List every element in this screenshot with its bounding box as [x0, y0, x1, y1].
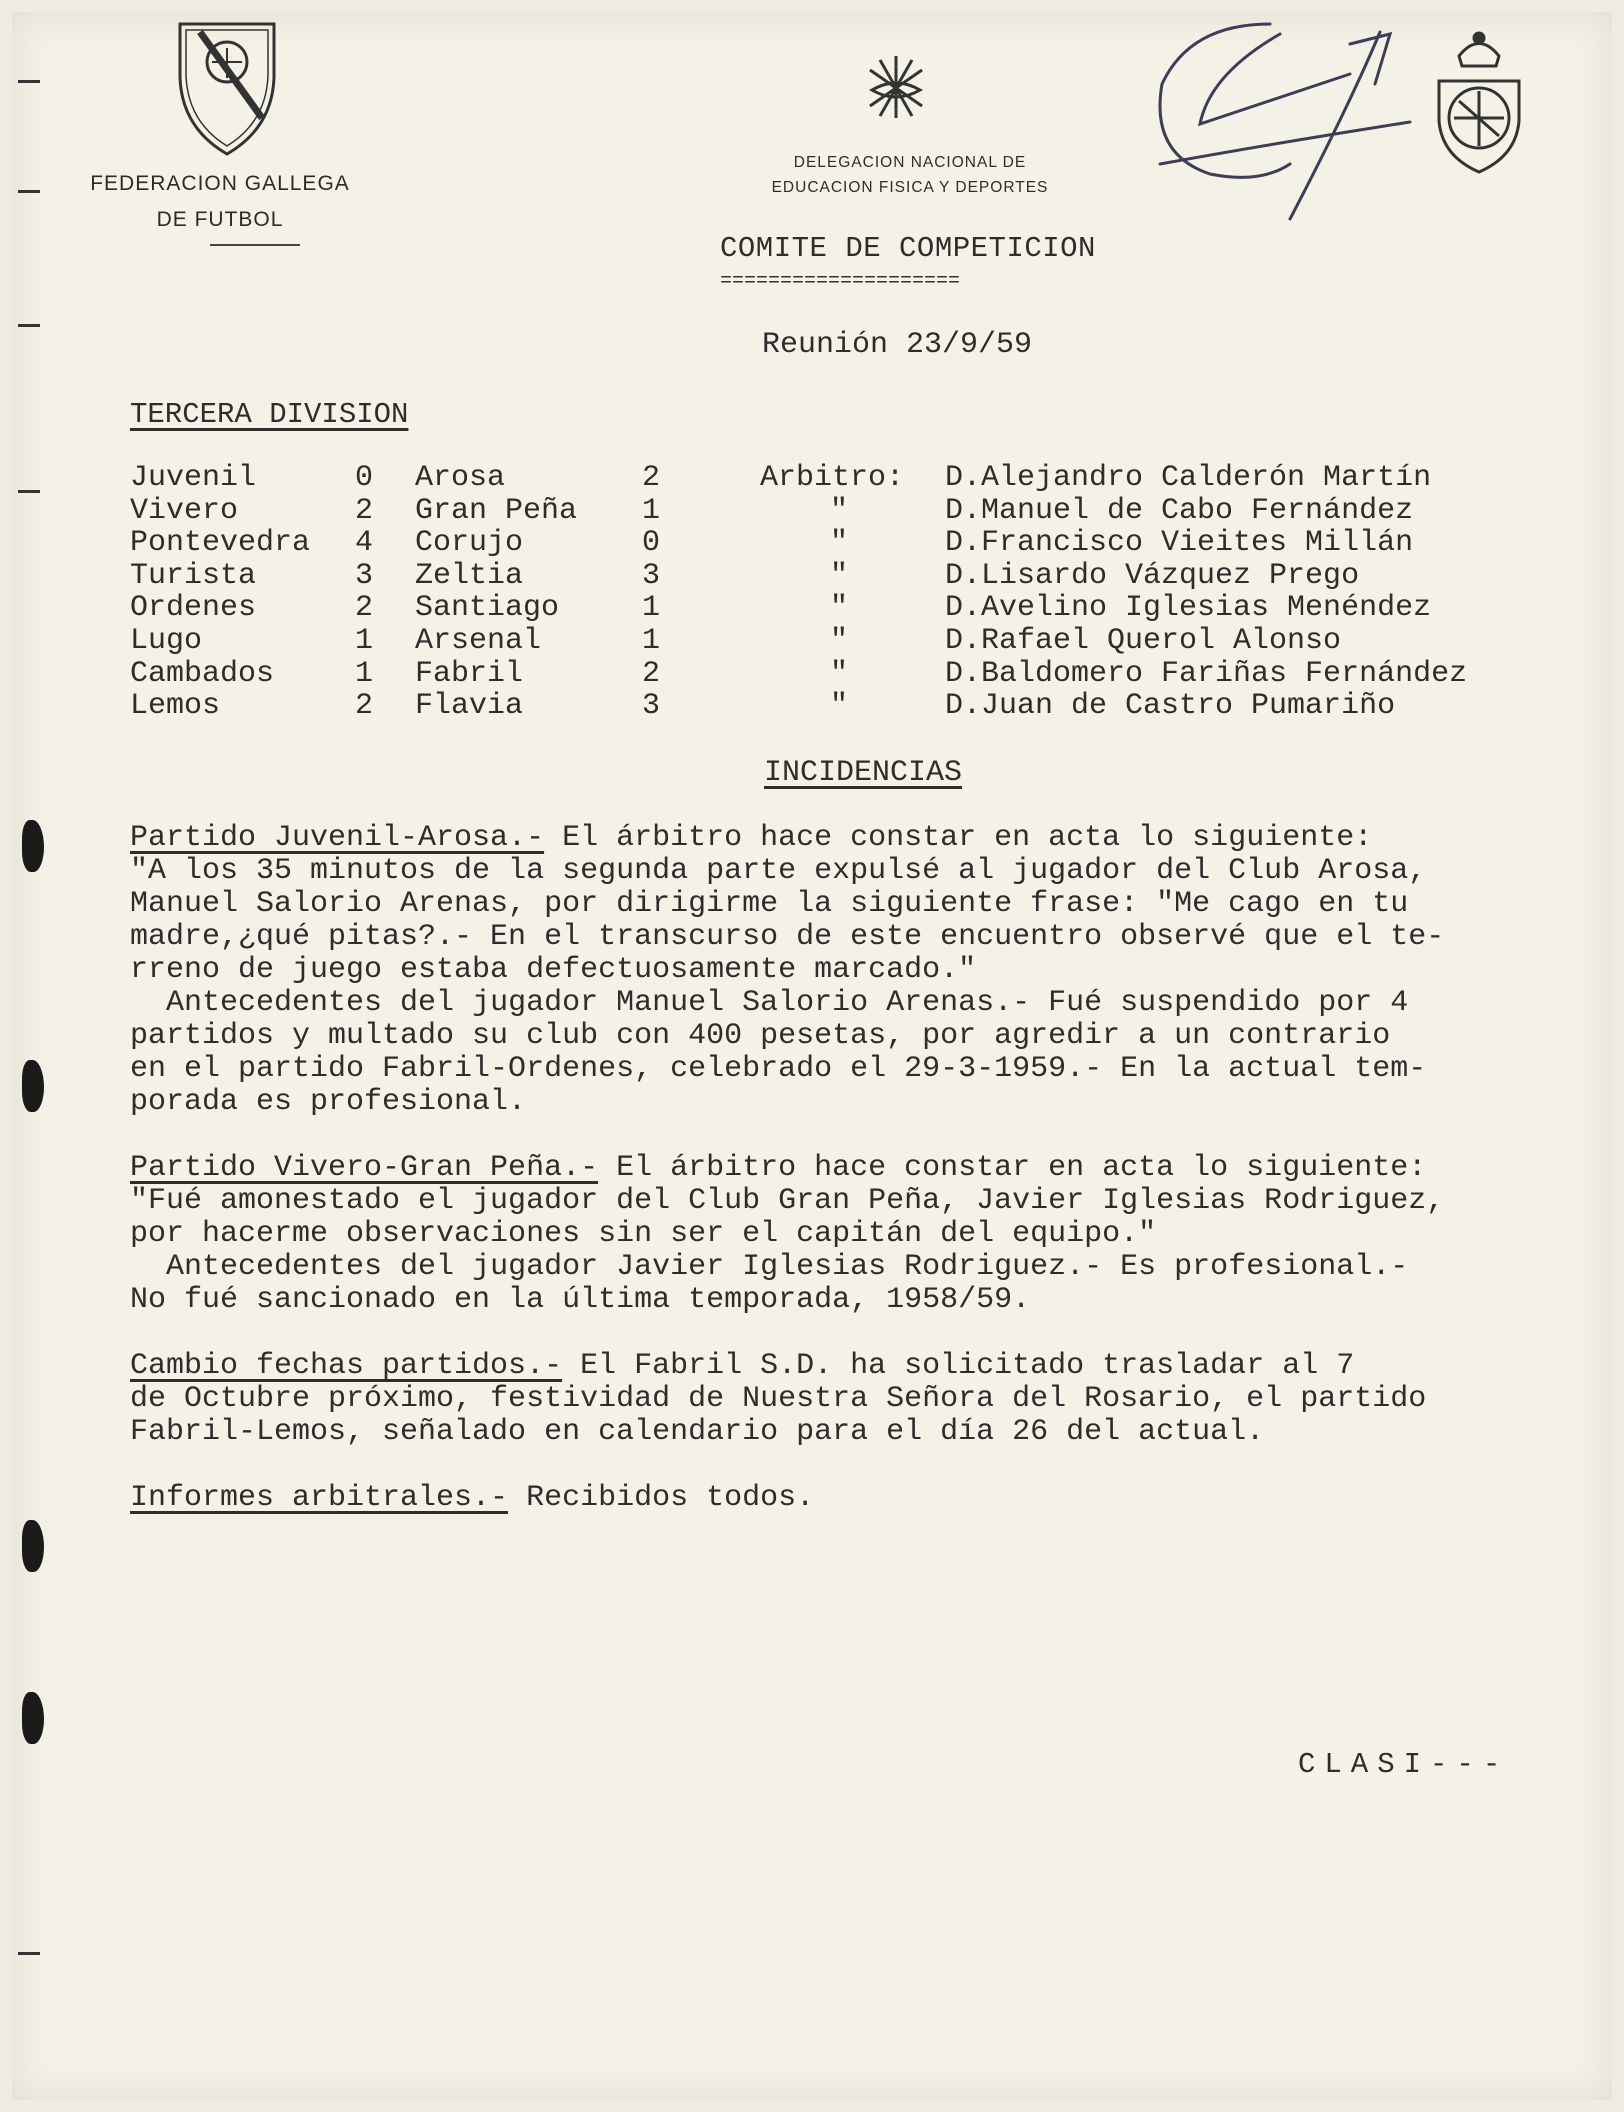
committee-heading-rule: ==================== [720, 270, 961, 293]
text-line: de Octubre próximo, festividad de Nuestra Señora del Rosario, el partido [130, 1382, 1427, 1416]
home-score: 4 [355, 526, 374, 561]
away-score: 3 [642, 558, 661, 593]
home-team: Cambados [130, 656, 275, 691]
incident-heading: Partido Juvenil-Arosa.- [130, 821, 545, 855]
incident-juvenil-arosa [130, 822, 1600, 1119]
away-team: Santiago [415, 591, 560, 626]
incident-heading: Cambio fechas partidos.- [130, 1349, 563, 1383]
referee-name: D.Baldomero Fariñas Fernández [945, 656, 1468, 691]
federation-line-1: FEDERACION GALLEGA [90, 172, 350, 195]
away-team: Fabril [415, 656, 524, 691]
away-score: 2 [642, 461, 661, 495]
text-line: El Fabril S.D. ha solicitado trasladar al 7 [562, 1349, 1355, 1383]
federation-rule [210, 244, 300, 246]
federation-line-2: DE FUTBOL [156, 208, 284, 231]
ditto-mark: " [830, 493, 849, 528]
text-line: partidos y multado su club con 400 pesetas, por agredir a un contrario [130, 1019, 1391, 1053]
text-line: rreno de juego estaba defectuosamente marcado." [130, 953, 977, 987]
away-team: Zeltia [415, 558, 524, 593]
ditto-mark: " [830, 558, 849, 593]
federation-name [40, 166, 400, 238]
committee-heading: COMITE DE COMPETICION [720, 232, 1096, 265]
referee-name: D.Lisardo Vázquez Prego [945, 558, 1360, 593]
text-line: Fabril-Lemos, señalado en calendario para el día 26 del actual. [130, 1415, 1265, 1449]
referee-name: D.Manuel de Cabo Fernández [945, 493, 1414, 528]
text-line: El árbitro hace constar en acta lo siguiente: [598, 1151, 1427, 1185]
punch-hole [22, 1520, 44, 1572]
margin-mark [18, 190, 40, 193]
division-title: TERCERA DIVISION [130, 398, 409, 431]
delegation-name [700, 150, 1120, 200]
incident-heading: Informes arbitrales.- [130, 1481, 509, 1515]
away-score: 1 [642, 591, 661, 626]
delegation-line-2: EDUCACION FISICA Y DEPORTES [771, 179, 1049, 196]
text-line: Antecedentes del jugador Javier Iglesias Rodriguez.- Es profesional.- [166, 1250, 1409, 1284]
text-line: Manuel Salorio Arenas, por dirigirme la siguiente frase: "Me cago en tu [130, 887, 1409, 921]
home-score: 3 [355, 558, 374, 593]
ditto-mark: " [830, 591, 849, 626]
home-team: Ordenes [130, 591, 257, 626]
handwritten-signature [1150, 14, 1420, 224]
incident-heading: Partido Vivero-Gran Peña.- [130, 1151, 599, 1185]
home-team: Lugo [130, 623, 203, 658]
referee-name: D.Rafael Querol Alonso [945, 623, 1342, 658]
punch-hole [22, 1060, 44, 1112]
referee-reports [130, 1482, 1600, 1515]
away-score: 3 [642, 689, 661, 724]
punch-hole [22, 1692, 44, 1744]
referee-label: Arbitro: [760, 461, 905, 495]
text-line: El árbitro hace constar en acta lo siguiente: [544, 821, 1373, 855]
home-score: 2 [355, 689, 374, 724]
ditto-mark: " [830, 656, 849, 691]
ditto-mark: " [830, 526, 849, 561]
margin-mark [18, 1952, 40, 1955]
home-score: 2 [355, 493, 374, 528]
text-line: "A los 35 minutos de la segunda parte expulsé al jugador del Club Arosa, [130, 854, 1427, 888]
away-team: Gran Peña [415, 493, 578, 528]
referee-name: D.Avelino Iglesias Menéndez [945, 591, 1432, 626]
home-team: Pontevedra [130, 526, 311, 561]
margin-mark [18, 80, 40, 83]
match-date-change [130, 1350, 1600, 1449]
punch-hole [22, 820, 44, 872]
away-score: 2 [642, 656, 661, 691]
meeting-date: Reunión 23/9/59 [762, 328, 1033, 362]
away-team: Flavia [415, 689, 524, 724]
home-team: Lemos [130, 689, 221, 724]
away-team: Arsenal [415, 623, 542, 658]
text-line: en el partido Fabril-Ordenes, celebrado el 29-3-1959.- En la actual tem- [130, 1052, 1427, 1086]
home-score: 0 [355, 461, 374, 495]
ditto-mark: " [830, 689, 849, 724]
incidencias-title: INCIDENCIAS [764, 756, 963, 790]
away-team: Arosa [415, 461, 506, 495]
delegation-line-1: DELEGACION NACIONAL DE [793, 154, 1027, 171]
home-team: Turista [130, 558, 257, 593]
margin-mark [18, 324, 40, 327]
away-score: 0 [642, 526, 661, 561]
text-line: Recibidos todos. [508, 1481, 815, 1515]
home-score: 2 [355, 591, 374, 626]
text-line: por hacerme observaciones sin ser el capitán del equipo." [130, 1217, 1157, 1251]
home-team: Vivero [130, 493, 239, 528]
away-team: Corujo [415, 526, 524, 561]
referee-name: D.Juan de Castro Pumariño [945, 689, 1396, 724]
referee-name: D.Alejandro Calderón Martín [945, 461, 1432, 495]
yoke-arrows-icon [860, 46, 932, 126]
text-line: madre,¿qué pitas?.- En el transcurso de este encuentro observé que el te- [130, 920, 1445, 954]
text-line: Antecedentes del jugador Manuel Salorio Arenas.- Fué suspendido por 4 [166, 986, 1409, 1020]
referee-name: D.Francisco Vieites Millán [945, 526, 1414, 561]
home-score: 1 [355, 623, 374, 658]
home-score: 1 [355, 656, 374, 691]
away-score: 1 [642, 623, 661, 658]
text-line: porada es profesional. [130, 1085, 527, 1119]
incident-vivero-gran-pena [130, 1152, 1600, 1317]
text-line: No fué sancionado en la última temporada, 1958/59. [130, 1283, 1031, 1317]
home-team: Juvenil [130, 461, 257, 495]
margin-mark [18, 490, 40, 493]
text-line: "Fué amonestado el jugador del Club Gran Peña, Javier Iglesias Rodriguez, [130, 1184, 1445, 1218]
ditto-mark: " [830, 623, 849, 658]
royal-crest-icon [1424, 26, 1534, 176]
away-score: 1 [642, 493, 661, 528]
continuation-mark: CLASI--- [1298, 1748, 1510, 1781]
federation-shield-icon [172, 18, 282, 158]
